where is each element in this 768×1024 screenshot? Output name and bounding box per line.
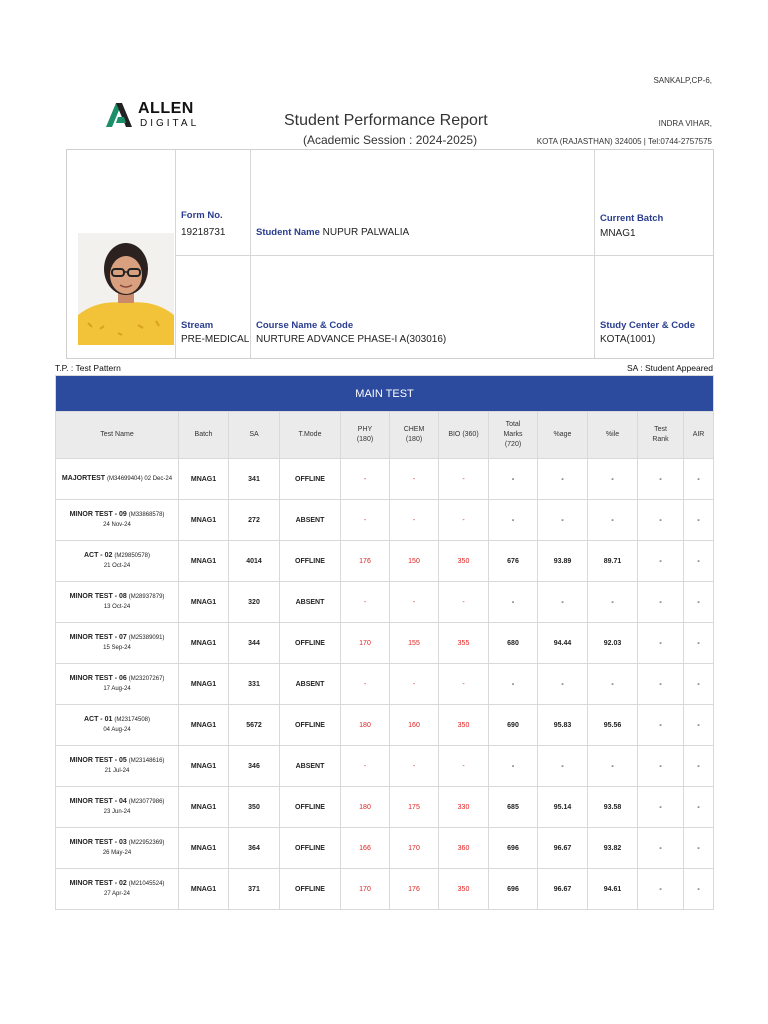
- header-phy: PHY (180): [341, 412, 390, 459]
- header-percentile: %ile: [588, 412, 638, 459]
- tmode-cell: ABSENT: [280, 664, 341, 705]
- test-date: 23 Jun-24: [103, 809, 131, 815]
- air-cell: -: [684, 787, 714, 828]
- bio-cell: 350: [439, 705, 489, 746]
- test-name: ACT - 01: [83, 716, 113, 723]
- total-cell: 690: [489, 705, 538, 746]
- report-subtitle: (Academic Session : 2024-2025): [303, 133, 478, 147]
- tmode-cell: OFFLINE: [280, 869, 341, 910]
- test-date: 15 Sep-24: [103, 645, 131, 651]
- rank-cell: -: [638, 787, 684, 828]
- test-name: MINOR TEST - 08: [69, 593, 127, 600]
- table-row: [56, 459, 714, 500]
- test-name-cell: [56, 787, 179, 828]
- percentile-cell: 95.56: [588, 705, 638, 746]
- tmode-cell: OFFLINE: [280, 459, 341, 500]
- current-batch-label: Current Batch: [600, 213, 664, 224]
- logo-wordmark: ALLEN: [138, 100, 194, 117]
- legend-student-appeared: SA : Student Appeared: [626, 363, 713, 373]
- rank-cell: -: [638, 541, 684, 582]
- total-cell: 680: [489, 623, 538, 664]
- test-code: (M23174508): [114, 717, 151, 723]
- phy-cell: 180: [341, 787, 390, 828]
- tmode-cell: OFFLINE: [280, 787, 341, 828]
- sa-cell: 4014: [229, 541, 280, 582]
- rank-cell: -: [638, 869, 684, 910]
- sa-cell: 350: [229, 787, 280, 828]
- percentile-cell: 92.03: [588, 623, 638, 664]
- phy-cell: -: [341, 664, 390, 705]
- test-name: MINOR TEST - 06: [69, 675, 127, 682]
- sa-cell: 331: [229, 664, 280, 705]
- test-name-cell: [56, 500, 179, 541]
- test-code: (M25389091): [128, 635, 165, 641]
- test-name-cell: [56, 623, 179, 664]
- total-cell: -: [489, 746, 538, 787]
- legend-test-pattern: T.P. : Test Pattern: [55, 363, 121, 373]
- sa-cell: 344: [229, 623, 280, 664]
- test-name: MINOR TEST - 02: [69, 880, 127, 887]
- bio-cell: -: [439, 746, 489, 787]
- chem-cell: -: [390, 500, 439, 541]
- stream-label: Stream: [181, 320, 214, 331]
- test-name-cell: [56, 746, 179, 787]
- test-code: (M29850578): [114, 553, 151, 559]
- table-row: [56, 582, 714, 623]
- main-test-table: [55, 375, 714, 910]
- header-percentage: %age: [538, 412, 588, 459]
- header-rank: Test Rank: [638, 412, 684, 459]
- chem-cell: 175: [390, 787, 439, 828]
- batch-cell: MNAG1: [179, 623, 229, 664]
- chem-cell: -: [390, 664, 439, 705]
- percentile-cell: 89.71: [588, 541, 638, 582]
- total-cell: 676: [489, 541, 538, 582]
- sa-cell: 364: [229, 828, 280, 869]
- test-name: MINOR TEST - 05: [69, 757, 127, 764]
- header-sa: SA: [229, 412, 280, 459]
- percentile-cell: -: [588, 664, 638, 705]
- table-row: [56, 541, 714, 582]
- chem-cell: 160: [390, 705, 439, 746]
- test-date: 17 Aug-24: [103, 686, 131, 692]
- course-label: Course Name & Code: [256, 320, 354, 331]
- percentile-cell: -: [588, 500, 638, 541]
- air-cell: -: [684, 705, 714, 746]
- header-tmode: T.Mode: [280, 412, 341, 459]
- phy-cell: -: [341, 746, 390, 787]
- tmode-cell: ABSENT: [280, 500, 341, 541]
- percentage-cell: -: [538, 500, 588, 541]
- test-code: (M23207267): [128, 676, 165, 682]
- allen-logo-icon: [104, 101, 136, 129]
- header-test-name: Test Name: [56, 412, 179, 459]
- bio-cell: 355: [439, 623, 489, 664]
- table-row: [56, 787, 714, 828]
- chem-cell: -: [390, 746, 439, 787]
- batch-cell: MNAG1: [179, 746, 229, 787]
- address-line-3: KOTA (RAJASTHAN) 324005 | Tel:0744-2757575: [536, 137, 712, 146]
- phy-cell: -: [341, 500, 390, 541]
- bio-cell: 360: [439, 828, 489, 869]
- percentage-cell: 95.83: [538, 705, 588, 746]
- batch-cell: MNAG1: [179, 664, 229, 705]
- header-batch: Batch: [179, 412, 229, 459]
- rank-cell: -: [638, 664, 684, 705]
- test-name-cell: [56, 459, 179, 500]
- table-row: [56, 869, 714, 910]
- tmode-cell: OFFLINE: [280, 623, 341, 664]
- study-center-value: KOTA(1001): [600, 334, 656, 345]
- form-no-label: Form No.: [181, 210, 223, 221]
- batch-cell: MNAG1: [179, 500, 229, 541]
- test-code: (M23148616): [128, 758, 165, 764]
- total-cell: 685: [489, 787, 538, 828]
- test-date: 27 Apr-24: [103, 891, 131, 897]
- percentile-cell: 93.82: [588, 828, 638, 869]
- main-test-title: MAIN TEST: [56, 376, 714, 412]
- test-date: 21 Jul-24: [104, 768, 130, 774]
- air-cell: -: [684, 828, 714, 869]
- rank-cell: -: [638, 582, 684, 623]
- table-row: [56, 664, 714, 705]
- batch-cell: MNAG1: [179, 828, 229, 869]
- test-name: ACT - 02: [83, 552, 113, 559]
- test-code: (M34699404) 02 Dec-24: [107, 476, 173, 482]
- batch-cell: MNAG1: [179, 582, 229, 623]
- chem-cell: 150: [390, 541, 439, 582]
- phy-cell: 170: [341, 869, 390, 910]
- test-date: 26 May-24: [102, 850, 132, 856]
- phy-cell: 166: [341, 828, 390, 869]
- test-name: MAJORTEST: [61, 475, 106, 482]
- tmode-cell: ABSENT: [280, 582, 341, 623]
- sa-cell: 5672: [229, 705, 280, 746]
- rank-cell: -: [638, 500, 684, 541]
- bio-cell: -: [439, 500, 489, 541]
- address-line-1: SANKALP,CP-6,: [653, 76, 712, 85]
- percentage-cell: 93.89: [538, 541, 588, 582]
- percentage-cell: 96.67: [538, 828, 588, 869]
- chem-cell: 170: [390, 828, 439, 869]
- sa-cell: 320: [229, 582, 280, 623]
- student-name-value: NUPUR PALWALIA: [322, 227, 410, 238]
- bio-cell: -: [439, 459, 489, 500]
- percentage-cell: -: [538, 664, 588, 705]
- test-date: 04 Aug-24: [103, 727, 131, 733]
- test-name-cell: [56, 582, 179, 623]
- header-air: AIR: [684, 412, 714, 459]
- logo-subtext: DIGITAL: [140, 118, 200, 129]
- air-cell: -: [684, 541, 714, 582]
- sa-cell: 346: [229, 746, 280, 787]
- test-code: (M22952369): [128, 840, 165, 846]
- sa-cell: 272: [229, 500, 280, 541]
- batch-cell: MNAG1: [179, 459, 229, 500]
- tmode-cell: OFFLINE: [280, 828, 341, 869]
- test-name: MINOR TEST - 04: [69, 798, 127, 805]
- address-line-2: INDRA VIHAR,: [658, 119, 712, 128]
- bio-cell: 350: [439, 869, 489, 910]
- test-code: (M33868578): [128, 512, 165, 518]
- percentile-cell: 93.58: [588, 787, 638, 828]
- table-row: [56, 623, 714, 664]
- bio-cell: -: [439, 582, 489, 623]
- test-name-cell: [56, 869, 179, 910]
- percentage-cell: -: [538, 459, 588, 500]
- percentile-cell: -: [588, 459, 638, 500]
- report-title: Student Performance Report: [284, 112, 488, 129]
- stream-value: PRE-MEDICAL: [181, 334, 250, 345]
- percentile-cell: -: [588, 582, 638, 623]
- form-no-value: 19218731: [181, 227, 226, 238]
- header-total: Total Marks (720): [489, 412, 538, 459]
- air-cell: -: [684, 869, 714, 910]
- test-name: MINOR TEST - 07: [69, 634, 127, 641]
- total-cell: -: [489, 582, 538, 623]
- rank-cell: -: [638, 459, 684, 500]
- phy-cell: 170: [341, 623, 390, 664]
- bio-cell: 330: [439, 787, 489, 828]
- batch-cell: MNAG1: [179, 787, 229, 828]
- total-cell: -: [489, 664, 538, 705]
- batch-cell: MNAG1: [179, 869, 229, 910]
- test-code: (M21045524): [128, 881, 165, 887]
- test-name-cell: [56, 705, 179, 746]
- air-cell: -: [684, 664, 714, 705]
- table-row: [56, 705, 714, 746]
- batch-cell: MNAG1: [179, 705, 229, 746]
- test-code: (M28937879): [128, 594, 165, 600]
- percentage-cell: -: [538, 582, 588, 623]
- current-batch-value: MNAG1: [600, 228, 636, 239]
- student-photo: [78, 233, 174, 345]
- sa-cell: 371: [229, 869, 280, 910]
- percentage-cell: 95.14: [538, 787, 588, 828]
- tmode-cell: ABSENT: [280, 746, 341, 787]
- air-cell: -: [684, 500, 714, 541]
- test-name: MINOR TEST - 09: [69, 511, 127, 518]
- chem-cell: -: [390, 582, 439, 623]
- rank-cell: -: [638, 828, 684, 869]
- test-name: MINOR TEST - 03: [69, 839, 127, 846]
- percentile-cell: 94.61: [588, 869, 638, 910]
- rank-cell: -: [638, 746, 684, 787]
- total-cell: -: [489, 500, 538, 541]
- air-cell: -: [684, 582, 714, 623]
- air-cell: -: [684, 623, 714, 664]
- tmode-cell: OFFLINE: [280, 541, 341, 582]
- test-name-cell: [56, 828, 179, 869]
- header-bio: BIO (360): [439, 412, 489, 459]
- test-date: 13 Oct-24: [103, 604, 131, 610]
- air-cell: -: [684, 746, 714, 787]
- test-date: 24 Nov-24: [103, 522, 131, 528]
- student-name-label: Student Name: [256, 227, 320, 238]
- chem-cell: 155: [390, 623, 439, 664]
- phy-cell: -: [341, 582, 390, 623]
- total-cell: 696: [489, 828, 538, 869]
- tmode-cell: OFFLINE: [280, 705, 341, 746]
- student-info-panel: [66, 149, 714, 359]
- test-code: (M23077986): [128, 799, 165, 805]
- bio-cell: -: [439, 664, 489, 705]
- percentage-cell: 96.67: [538, 869, 588, 910]
- phy-cell: -: [341, 459, 390, 500]
- header-chem: CHEM (180): [390, 412, 439, 459]
- percentage-cell: -: [538, 746, 588, 787]
- total-cell: 696: [489, 869, 538, 910]
- percentile-cell: -: [588, 746, 638, 787]
- batch-cell: MNAG1: [179, 541, 229, 582]
- total-cell: -: [489, 459, 538, 500]
- sa-cell: 341: [229, 459, 280, 500]
- chem-cell: -: [390, 459, 439, 500]
- test-name-cell: [56, 541, 179, 582]
- air-cell: -: [684, 459, 714, 500]
- table-row: [56, 500, 714, 541]
- bio-cell: 350: [439, 541, 489, 582]
- test-name-cell: [56, 664, 179, 705]
- test-date: 21 Oct-24: [103, 563, 131, 569]
- study-center-label: Study Center & Code: [600, 320, 696, 331]
- course-value: NURTURE ADVANCE PHASE-I A(303016): [256, 334, 447, 345]
- table-row: [56, 828, 714, 869]
- percentage-cell: 94.44: [538, 623, 588, 664]
- rank-cell: -: [638, 705, 684, 746]
- rank-cell: -: [638, 623, 684, 664]
- phy-cell: 180: [341, 705, 390, 746]
- table-row: [56, 746, 714, 787]
- chem-cell: 176: [390, 869, 439, 910]
- phy-cell: 176: [341, 541, 390, 582]
